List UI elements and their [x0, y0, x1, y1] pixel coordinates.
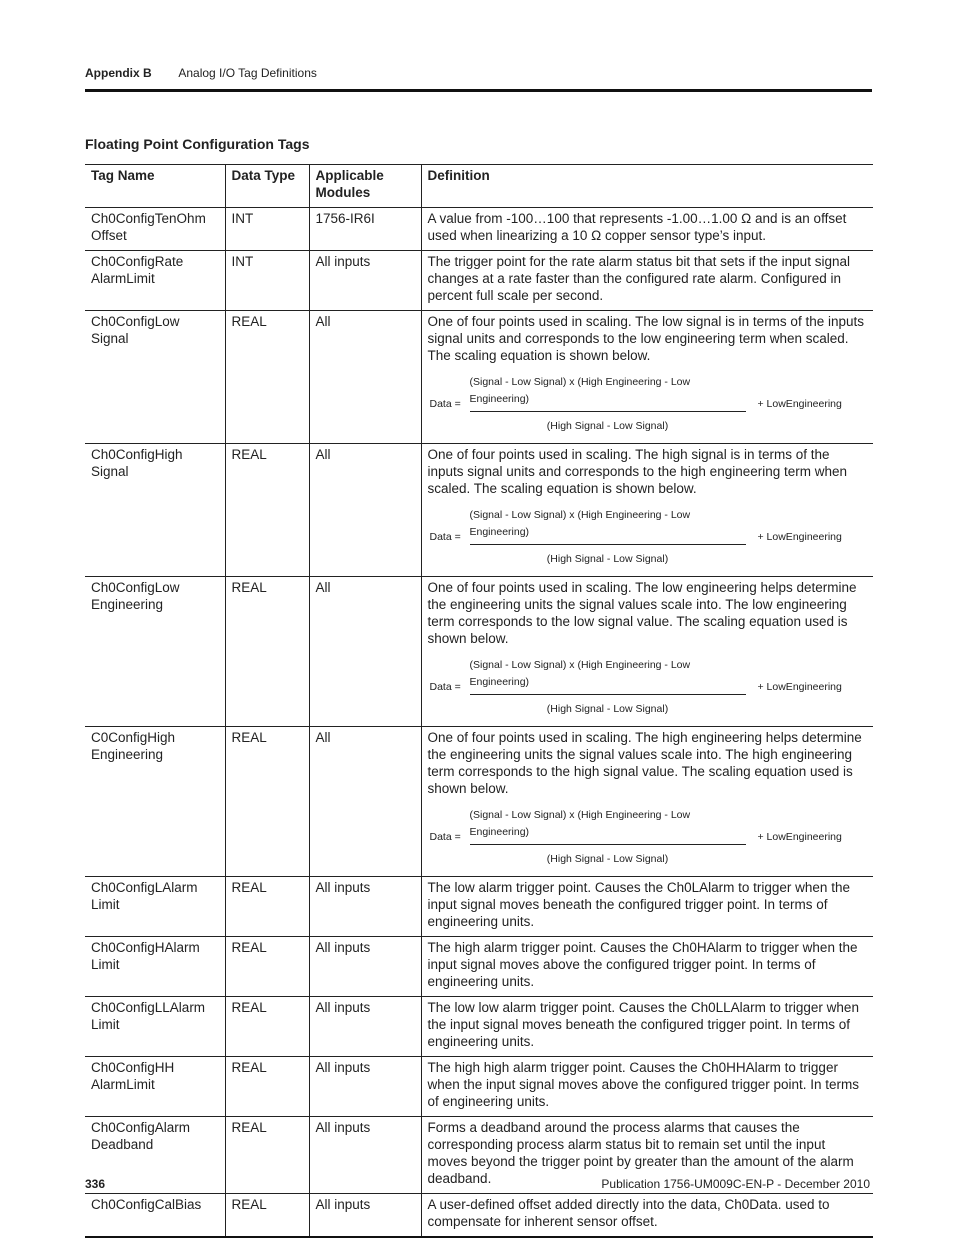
data-type-cell: REAL	[225, 727, 309, 877]
definition-text: One of four points used in scaling. The high signal is in terms of the inputs signal units and corresponds to the high engineering term when scaled. The scaling equation is shown below.	[427, 447, 848, 496]
tag-name-cell: Ch0ConfigHigh Signal	[85, 444, 225, 577]
data-type-cell: REAL	[225, 1117, 309, 1194]
modules-cell: All inputs	[309, 937, 421, 997]
definition-cell	[421, 311, 873, 444]
column-header-applicable-modules: Applicable Modules	[309, 165, 421, 208]
definition-text: One of four points used in scaling. The low signal is in terms of the inputs signal units and corresponds to the low engineering term when scaled. The scaling equation is shown below.	[427, 314, 864, 363]
equation-fraction	[470, 807, 746, 868]
data-type-cell: REAL	[225, 1194, 309, 1238]
definition-cell: A value from -100…100 that represents -1.00…1.00 Ω and is an offset used when linearizing a 10 Ω copper sensor type’s input.	[421, 208, 873, 251]
tag-name-cell: Ch0ConfigHAlarm Limit	[85, 937, 225, 997]
tag-name-cell: Ch0ConfigTenOhm Offset	[85, 208, 225, 251]
table-row	[85, 311, 873, 444]
definition-cell	[421, 577, 873, 727]
tag-name-cell: Ch0ConfigLow Engineering	[85, 577, 225, 727]
equation-numerator: (Signal - Low Signal) x (High Engineering - Low Engineering)	[469, 376, 691, 405]
modules-cell: All inputs	[309, 1057, 421, 1117]
definition-cell: Forms a deadband around the process alarms that causes the corresponding process alarm status bit to remain set until the input moves beyond the trigger point by greater than the amount of the alarm deadband.	[421, 1117, 873, 1194]
table-row	[85, 997, 873, 1057]
table-row	[85, 1057, 873, 1117]
definition-cell	[421, 727, 873, 877]
tag-name-cell: Ch0ConfigLAlarm Limit	[85, 877, 225, 937]
definition-cell	[421, 444, 873, 577]
table-caption: Floating Point Configuration Tags	[85, 136, 310, 152]
equation-denominator: (High Signal - Low Signal)	[546, 853, 669, 865]
data-type-cell: INT	[225, 251, 309, 311]
modules-cell: All inputs	[309, 997, 421, 1057]
modules-cell: All inputs	[309, 251, 421, 311]
header-rule	[85, 89, 872, 92]
equation-denominator: (High Signal - Low Signal)	[546, 420, 669, 432]
data-type-cell: INT	[225, 208, 309, 251]
equation-lhs: Data =	[429, 831, 461, 843]
equation-numerator: (Signal - Low Signal) x (High Engineering - Low Engineering)	[469, 509, 691, 538]
table-row	[85, 444, 873, 577]
table-row	[85, 577, 873, 727]
table-row	[85, 877, 873, 937]
definition-cell: The low alarm trigger point. Causes the Ch0LAlarm to trigger when the input signal moves beneath the configured trigger point. In terms of engineering units.	[421, 877, 873, 937]
data-type-cell: REAL	[225, 577, 309, 727]
tag-name-cell: Ch0ConfigHH AlarmLimit	[85, 1057, 225, 1117]
running-header	[85, 66, 317, 80]
page-number: 336	[85, 1177, 106, 1191]
scaling-equation	[430, 374, 868, 435]
modules-cell: All	[309, 311, 421, 444]
equation-tail: + LowEngineering	[757, 398, 842, 410]
equation-denominator: (High Signal - Low Signal)	[546, 553, 669, 565]
tag-name-cell: C0ConfigHigh Engineering	[85, 727, 225, 877]
data-type-cell: REAL	[225, 311, 309, 444]
equation-tail: + LowEngineering	[757, 681, 842, 693]
modules-cell: All inputs	[309, 1194, 421, 1238]
appendix-label: Appendix B	[85, 66, 152, 80]
table-row	[85, 937, 873, 997]
table-header-row	[85, 165, 873, 208]
equation-lhs: Data =	[429, 398, 461, 410]
equation-tail: + LowEngineering	[757, 831, 842, 843]
column-header-definition: Definition	[421, 165, 873, 208]
tag-name-cell: Ch0ConfigLow Signal	[85, 311, 225, 444]
scaling-equation	[430, 657, 868, 718]
equation-lhs: Data =	[429, 681, 461, 693]
equation-denominator: (High Signal - Low Signal)	[546, 703, 669, 715]
modules-cell: All	[309, 444, 421, 577]
equation-lhs: Data =	[429, 531, 461, 543]
tag-name-cell: Ch0ConfigLLAlarm Limit	[85, 997, 225, 1057]
equation-fraction	[470, 657, 746, 718]
modules-cell: All	[309, 577, 421, 727]
definition-cell: The trigger point for the rate alarm status bit that sets if the input signal changes at a rate faster than the configured rate alarm. Configured in percent full scale per second.	[421, 251, 873, 311]
definition-cell: The high high alarm trigger point. Causes the Ch0HHAlarm to trigger when the input signal moves above the configured trigger point. In terms of engineering units.	[421, 1057, 873, 1117]
tag-table	[85, 164, 873, 1238]
equation-tail: + LowEngineering	[757, 531, 842, 543]
equation-numerator: (Signal - Low Signal) x (High Engineering - Low Engineering)	[469, 809, 691, 838]
modules-cell: 1756-IR6I	[309, 208, 421, 251]
tag-name-cell: Ch0ConfigAlarm Deadband	[85, 1117, 225, 1194]
tag-name-cell: Ch0ConfigCalBias	[85, 1194, 225, 1238]
modules-cell: All inputs	[309, 1117, 421, 1194]
definition-cell: A user-defined offset added directly into the data, Ch0Data. used to compensate for inherent sensor offset.	[421, 1194, 873, 1238]
definition-cell: The high alarm trigger point. Causes the Ch0HAlarm to trigger when the input signal moves above the configured trigger point. In terms of engineering units.	[421, 937, 873, 997]
data-type-cell: REAL	[225, 444, 309, 577]
data-type-cell: REAL	[225, 877, 309, 937]
modules-cell: All inputs	[309, 877, 421, 937]
table-row	[85, 727, 873, 877]
modules-cell: All	[309, 727, 421, 877]
data-type-cell: REAL	[225, 997, 309, 1057]
definition-text: One of four points used in scaling. The low engineering helps determine the engineering units the signal values scale into. The low engineering term corresponds to the low signal value. The scaling equation used is shown below.	[427, 580, 857, 646]
column-header-tag-name: Tag Name	[85, 165, 225, 208]
scaling-equation	[430, 507, 868, 568]
column-header-data-type: Data Type	[225, 165, 309, 208]
data-type-cell: REAL	[225, 1057, 309, 1117]
scaling-equation	[430, 807, 868, 868]
table-row	[85, 251, 873, 311]
table-row	[85, 208, 873, 251]
equation-fraction	[470, 374, 746, 435]
table-row	[85, 1194, 873, 1238]
publication-info: Publication 1756-UM009C-EN-P - December 2010	[601, 1177, 870, 1191]
equation-numerator: (Signal - Low Signal) x (High Engineering - Low Engineering)	[469, 659, 691, 688]
data-type-cell: REAL	[225, 937, 309, 997]
definition-cell: The low low alarm trigger point. Causes the Ch0LLAlarm to trigger when the input signal moves beneath the configured trigger point. In terms of engineering units.	[421, 997, 873, 1057]
section-title: Analog I/O Tag Definitions	[178, 66, 317, 80]
equation-fraction	[470, 507, 746, 568]
tag-name-cell: Ch0ConfigRate AlarmLimit	[85, 251, 225, 311]
definition-text: One of four points used in scaling. The high engineering helps determine the engineering units the signal values scale into. The high engineering term corresponds to the high signal value. The scaling equation used is shown below.	[427, 730, 862, 796]
